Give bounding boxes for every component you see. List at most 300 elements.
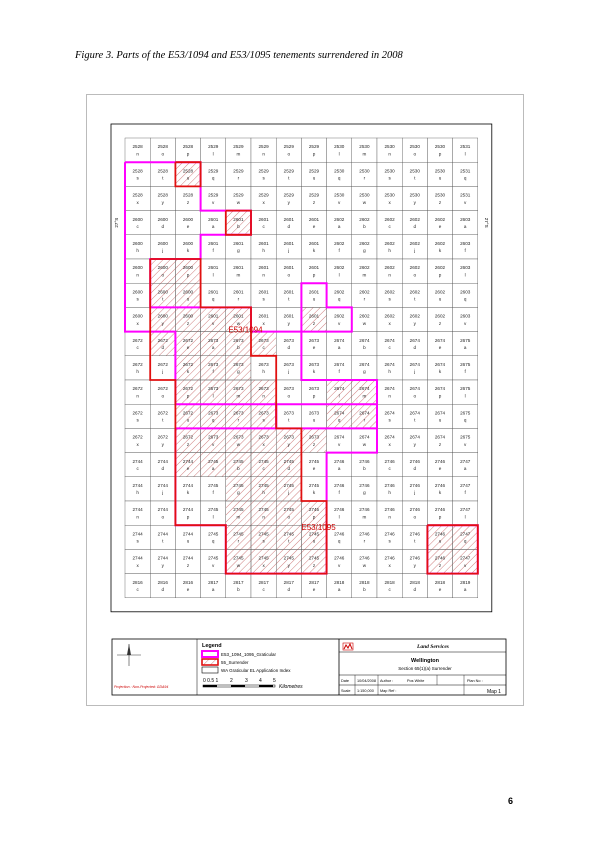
block-number: 2528 (157, 144, 168, 150)
block-letter: u (186, 417, 190, 423)
legend-item-index: WA Graticular EL Application Index (221, 668, 291, 673)
block-number: 2674 (434, 337, 446, 343)
block-number: 2745 (308, 482, 320, 488)
block-letter: f (212, 248, 214, 254)
graticule-block (427, 525, 452, 549)
block-number: 2744 (157, 531, 168, 537)
graticule-block (251, 186, 276, 210)
block-number: 2744 (157, 458, 168, 464)
graticule-block (327, 477, 352, 501)
block-letter: p (312, 151, 316, 157)
block-number: 2529 (308, 144, 320, 150)
graticule-block (301, 186, 326, 210)
graticule-block (226, 428, 251, 452)
block-number: 2673 (233, 337, 244, 343)
graticule-block (301, 453, 326, 477)
graticule-block (427, 138, 452, 162)
graticule-block (201, 574, 226, 598)
graticule-block (301, 211, 326, 235)
block-number: 2673 (283, 386, 294, 392)
graticule-block (427, 428, 452, 452)
block-number: 2602 (359, 289, 370, 295)
block-number: 2745 (258, 482, 269, 488)
block-number: 2673 (308, 386, 320, 392)
block-letter: k (312, 369, 316, 375)
block-number: 2674 (384, 410, 395, 416)
graticule-block (226, 404, 251, 428)
block-letter: b (237, 224, 240, 230)
block-letter: p (186, 393, 190, 399)
block-letter: y (287, 320, 290, 326)
block-letter: v (338, 199, 341, 205)
block-number: 2602 (334, 313, 345, 319)
block-letter: t (162, 175, 164, 181)
graticule-block (276, 259, 301, 283)
block-letter: u (312, 296, 316, 302)
block-letter: d (287, 345, 291, 351)
block-number: 2747 (460, 458, 471, 464)
block-letter: f (464, 369, 466, 375)
block-number: 2674 (384, 337, 395, 343)
graticule-block (175, 428, 200, 452)
tenement-map (87, 95, 523, 705)
block-letter: y (161, 441, 164, 447)
block-letter: l (338, 514, 340, 520)
graticule-block (201, 428, 226, 452)
block-number: 2673 (258, 434, 269, 440)
block-letter: l (464, 514, 466, 520)
block-letter: v (464, 441, 467, 447)
block-letter: w (236, 320, 241, 326)
block-letter: q (211, 296, 215, 302)
graticule-block (427, 380, 452, 404)
graticule-block (301, 549, 326, 573)
graticule-block (175, 259, 200, 283)
block-number: 2744 (132, 507, 143, 513)
block-letter: o (161, 393, 165, 399)
block-letter: f (212, 490, 214, 496)
block-letter: y (287, 199, 290, 205)
graticule-block (226, 549, 251, 573)
scale-tick-4: 5 (273, 678, 276, 684)
graticule-block (402, 332, 427, 356)
block-number: 2746 (384, 531, 395, 537)
graticule-block (301, 307, 326, 331)
graticule-block (377, 186, 402, 210)
block-letter: s (388, 175, 391, 181)
graticule-block (427, 235, 452, 259)
graticule-block (327, 138, 352, 162)
block-number: 2528 (157, 192, 168, 198)
block-letter: f (338, 369, 340, 375)
graticule-block (327, 162, 352, 186)
graticule-block (327, 428, 352, 452)
graticule-block (352, 428, 377, 452)
graticule-block (327, 307, 352, 331)
graticule-block (352, 283, 377, 307)
block-letter: c (388, 345, 391, 351)
date-label: Date (341, 679, 350, 683)
block-letter: g (363, 490, 366, 496)
block-letter: s (136, 296, 139, 302)
scale-unit: Kilometres (279, 684, 303, 690)
block-letter: e (312, 466, 316, 472)
block-number: 2746 (359, 555, 370, 561)
graticule-block (402, 186, 427, 210)
block-letter: b (237, 345, 240, 351)
graticule-block (150, 428, 175, 452)
block-number: 2530 (359, 192, 370, 198)
block-number: 2746 (384, 555, 395, 561)
block-number: 2673 (308, 361, 320, 367)
legend-title: Legend (202, 643, 222, 649)
block-number: 2746 (359, 507, 370, 513)
block-letter: j (414, 490, 416, 496)
block-number: 2673 (308, 434, 320, 440)
block-number: 2602 (409, 265, 420, 271)
block-letter: q (337, 417, 341, 423)
graticule-block (150, 501, 175, 525)
block-number: 2673 (233, 361, 244, 367)
graticule-block (377, 235, 402, 259)
graticule-block (276, 235, 301, 259)
block-letter: y (287, 562, 290, 568)
block-letter: d (161, 224, 165, 230)
graticule-block (226, 574, 251, 598)
block-letter: u (438, 417, 442, 423)
graticule-block (453, 332, 478, 356)
graticule-block (301, 356, 326, 380)
graticule-block (377, 356, 402, 380)
block-number: 2672 (132, 361, 143, 367)
graticule-block (352, 186, 377, 210)
block-letter: l (212, 272, 214, 278)
graticule-block (301, 428, 326, 452)
block-letter: a (211, 587, 215, 593)
graticule-block (402, 380, 427, 404)
graticule-block (352, 211, 377, 235)
block-number: 2744 (132, 555, 143, 561)
block-number: 2529 (233, 168, 244, 174)
graticule-block (125, 307, 150, 331)
block-number: 2530 (384, 192, 395, 198)
block-number: 2601 (308, 240, 320, 246)
graticule-block (150, 332, 175, 356)
block-letter: t (162, 417, 164, 423)
block-letter: q (211, 538, 215, 544)
block-letter: l (464, 393, 466, 399)
block-number: 2601 (258, 313, 269, 319)
block-number: 2674 (359, 361, 370, 367)
author-value: Pos White (407, 679, 425, 683)
block-letter: h (136, 490, 139, 496)
graticule-block (175, 283, 200, 307)
block-letter: c (262, 587, 265, 593)
block-letter: j (162, 490, 164, 496)
block-number: 2745 (258, 507, 269, 513)
graticule-block (251, 525, 276, 549)
graticule-block (352, 138, 377, 162)
block-number: 2528 (182, 144, 194, 150)
block-number: 2674 (359, 410, 370, 416)
block-letter: r (237, 175, 240, 181)
graticule-block (402, 138, 427, 162)
graticule-block (453, 162, 478, 186)
block-number: 2528 (157, 168, 168, 174)
block-letter: j (162, 248, 164, 254)
graticule-block (276, 186, 301, 210)
block-letter: r (363, 175, 366, 181)
block-letter: g (363, 248, 366, 254)
graticule-block (276, 380, 301, 404)
block-number: 2673 (308, 410, 320, 416)
block-number: 2674 (434, 361, 446, 367)
block-letter: n (136, 514, 139, 520)
block-letter: y (413, 441, 416, 447)
graticule-block (175, 332, 200, 356)
block-letter: d (413, 466, 417, 472)
graticule-block (175, 453, 200, 477)
block-number: 2602 (434, 216, 446, 222)
block-number: 2601 (283, 289, 294, 295)
graticule-block (377, 574, 402, 598)
block-letter: d (413, 587, 417, 593)
block-letter: a (463, 587, 467, 593)
block-letter: a (337, 466, 341, 472)
block-number: 2600 (182, 240, 194, 246)
block-number: 2673 (258, 337, 269, 343)
block-number: 2529 (308, 168, 320, 174)
block-letter: m (236, 393, 241, 399)
block-letter: d (287, 466, 291, 472)
graticule-block (175, 211, 200, 235)
block-letter: x (136, 320, 139, 326)
block-number: 2674 (384, 386, 395, 392)
graticule-block (327, 574, 352, 598)
block-letter: c (388, 224, 391, 230)
graticule-block (327, 404, 352, 428)
graticule-block (402, 404, 427, 428)
block-number: 2672 (157, 386, 168, 392)
block-letter: p (438, 151, 442, 157)
block-letter: w (236, 562, 241, 568)
block-number: 2745 (283, 482, 294, 488)
block-number: 2602 (409, 289, 420, 295)
block-number: 2529 (308, 192, 320, 198)
block-number: 2674 (334, 434, 345, 440)
graticule-block (251, 332, 276, 356)
block-letter: t (288, 417, 290, 423)
block-number: 2674 (384, 361, 395, 367)
block-number: 2746 (359, 482, 370, 488)
block-letter: k (186, 248, 190, 254)
graticule-block (251, 380, 276, 404)
block-letter: b (363, 587, 366, 593)
block-number: 2672 (182, 434, 194, 440)
graticule-block (327, 380, 352, 404)
block-letter: x (262, 441, 265, 447)
graticule-block (125, 186, 150, 210)
graticule-block (402, 307, 427, 331)
graticule-block (125, 162, 150, 186)
graticule-block (125, 525, 150, 549)
graticule-block (352, 162, 377, 186)
block-number: 2674 (409, 386, 420, 392)
graticule-block (427, 356, 452, 380)
block-letter: m (236, 514, 241, 520)
block-letter: g (237, 369, 240, 375)
graticule-block (352, 259, 377, 283)
block-number: 2601 (233, 265, 244, 271)
block-letter: c (136, 224, 139, 230)
graticule-block (453, 259, 478, 283)
figure-caption: Figure 3. Parts of the E53/1094 and E53/1095 tenements surrendered in 2008 (75, 50, 403, 61)
scale-tick-0: 0 0.5 1 (203, 678, 219, 684)
graticule-block (276, 283, 301, 307)
graticule-block (301, 404, 326, 428)
block-letter: e (438, 345, 442, 351)
graticule-block (377, 453, 402, 477)
block-number: 2601 (283, 240, 294, 246)
block-number: 2673 (208, 386, 219, 392)
graticule-block (352, 477, 377, 501)
block-number: 2817 (258, 579, 269, 585)
graticule-block (150, 307, 175, 331)
block-number: 2601 (283, 216, 294, 222)
block-letter: p (438, 272, 442, 278)
block-letter: t (414, 175, 416, 181)
graticule-block (251, 235, 276, 259)
graticule-block (352, 453, 377, 477)
graticule-block (201, 307, 226, 331)
graticule-block (276, 307, 301, 331)
plan-label: Plan No : (467, 679, 483, 683)
block-number: 2675 (460, 410, 471, 416)
block-number: 2745 (233, 482, 244, 488)
block-letter: n (136, 393, 139, 399)
block-letter: x (388, 562, 391, 568)
graticule-block (453, 428, 478, 452)
block-number: 2602 (384, 289, 395, 295)
block-letter: d (161, 466, 165, 472)
block-number: 2602 (334, 240, 345, 246)
block-number: 2747 (460, 482, 471, 488)
graticule-block (352, 235, 377, 259)
graticule-block (402, 211, 427, 235)
block-number: 2818 (359, 579, 370, 585)
block-number: 2746 (334, 555, 345, 561)
block-letter: l (464, 151, 466, 157)
block-letter: j (414, 369, 416, 375)
block-letter: t (162, 296, 164, 302)
graticule-block (125, 380, 150, 404)
graticule-block (125, 356, 150, 380)
block-letter: a (211, 345, 215, 351)
graticule-block (150, 211, 175, 235)
block-letter: n (262, 151, 265, 157)
block-number: 2745 (208, 531, 219, 537)
graticule-block (201, 356, 226, 380)
block-number: 2672 (182, 361, 194, 367)
block-number: 2672 (157, 337, 168, 343)
graticule-block (352, 501, 377, 525)
graticule-block (377, 307, 402, 331)
block-number: 2745 (308, 458, 320, 464)
block-number: 2746 (409, 458, 420, 464)
graticule-block (453, 404, 478, 428)
block-number: 2601 (233, 216, 244, 222)
block-number: 2601 (208, 265, 219, 271)
block-number: 2672 (132, 434, 143, 440)
block-number: 2673 (233, 410, 244, 416)
graticule-block (226, 235, 251, 259)
block-letter: o (287, 514, 291, 520)
block-letter: n (262, 393, 265, 399)
block-number: 2601 (308, 216, 320, 222)
block-letter: f (464, 248, 466, 254)
block-number: 2745 (283, 507, 294, 513)
graticule-block (301, 477, 326, 501)
graticule-block (402, 428, 427, 452)
block-number: 2746 (434, 482, 446, 488)
block-number: 2528 (132, 144, 143, 150)
block-number: 2601 (233, 240, 244, 246)
block-number: 2530 (409, 168, 420, 174)
block-letter: g (237, 490, 240, 496)
block-letter: t (288, 538, 290, 544)
block-number: 2672 (157, 361, 168, 367)
graticule-block (301, 501, 326, 525)
block-number: 2600 (182, 289, 194, 295)
block-number: 2745 (258, 555, 269, 561)
block-letter: u (186, 538, 190, 544)
block-number: 2603 (460, 216, 471, 222)
block-number: 2672 (132, 386, 143, 392)
graticule-block (276, 332, 301, 356)
block-letter: k (186, 369, 190, 375)
block-letter: z (186, 320, 190, 326)
mapref-label: Map Ref : (380, 689, 397, 693)
block-letter: u (438, 538, 442, 544)
graticule-block (251, 259, 276, 283)
block-number: 2818 (409, 579, 420, 585)
graticule-block (427, 332, 452, 356)
graticule-block (377, 549, 402, 573)
block-number: 2745 (308, 531, 320, 537)
page-number: 6 (508, 796, 514, 806)
graticule-block (201, 235, 226, 259)
block-number: 2528 (132, 168, 143, 174)
graticule-block (352, 549, 377, 573)
block-number: 2745 (233, 458, 244, 464)
graticule-block (352, 356, 377, 380)
block-letter: w (362, 562, 367, 568)
graticule-block (201, 259, 226, 283)
graticule-block (327, 211, 352, 235)
block-letter: c (388, 466, 391, 472)
graticule-block (301, 235, 326, 259)
block-letter: e (186, 224, 190, 230)
graticule-block (226, 211, 251, 235)
block-letter: c (136, 345, 139, 351)
block-letter: y (413, 199, 416, 205)
block-number: 2674 (434, 434, 446, 440)
block-number: 2745 (208, 507, 219, 513)
block-number: 2602 (384, 313, 395, 319)
block-number: 2603 (460, 240, 471, 246)
block-letter: a (337, 345, 341, 351)
block-number: 2672 (157, 410, 168, 416)
